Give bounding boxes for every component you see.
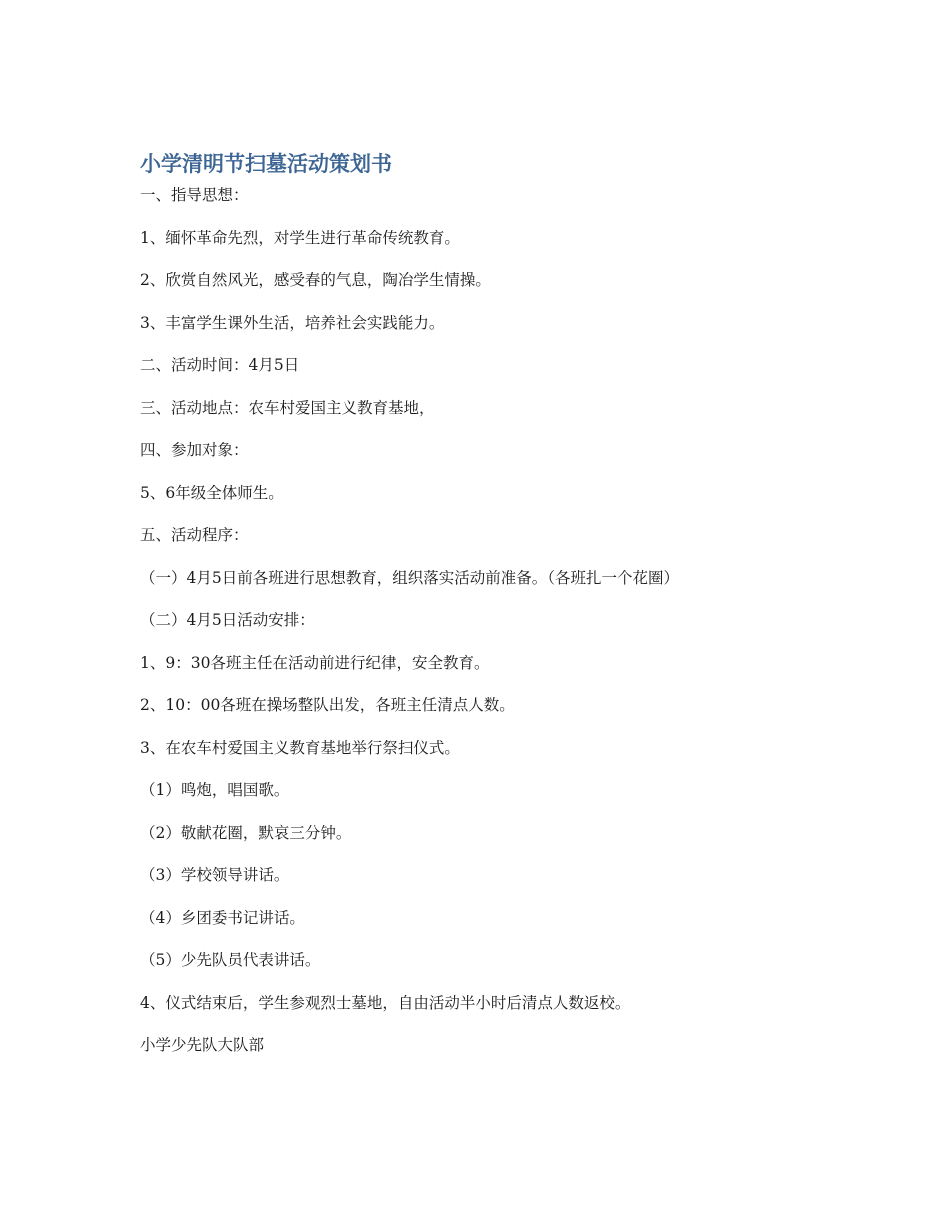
section-activity-location: 三、活动地点：农车村爱国主义教育基地， — [140, 398, 435, 417]
ceremony-item-1: （1）鸣炮，唱国歌。 — [140, 781, 290, 799]
section-heading-participants: 四、参加对象： — [140, 441, 249, 459]
schedule-item-3: 3、在农车村爱国主义教育基地举行祭扫仪式。 — [140, 738, 460, 757]
guiding-point-3: 3、丰富学生课外生活，培养社会实践能力。 — [140, 313, 445, 332]
ceremony-item-5: （5）少先队员代表讲话。 — [140, 951, 321, 969]
procedure-step-1: （一）4月5日前各班进行思想教育，组织落实活动前准备。（各班扎一个花圈） — [140, 568, 679, 587]
section-heading-procedure: 五、活动程序： — [140, 526, 249, 544]
ceremony-item-4: （4）乡团委书记讲话。 — [140, 908, 305, 927]
schedule-item-4: 4、仪式结束后，学生参观烈士墓地，自由活动半小时后清点人数返校。 — [140, 993, 631, 1012]
schedule-item-2: 2、10：00各班在操场整队出发，各班主任清点人数。 — [140, 696, 515, 714]
procedure-step-2: （二）4月5日活动安排： — [140, 611, 315, 629]
guiding-point-1: 1、缅怀革命先烈，对学生进行革命传统教育。 — [140, 228, 460, 247]
document-body — [140, 180, 860, 1073]
document-title: 小学清明节扫墓活动策划书 — [140, 152, 392, 176]
guiding-point-2: 2、欣赏自然风光，感受春的气息，陶冶学生情操。 — [140, 271, 491, 289]
participants-text: 5、6年级全体师生。 — [140, 483, 284, 502]
schedule-item-1: 1、9：30各班主任在活动前进行纪律，安全教育。 — [140, 653, 490, 672]
ceremony-item-3: （3）学校领导讲话。 — [140, 866, 290, 884]
section-heading-guiding-thought: 一、指导思想： — [140, 186, 249, 204]
document-signature: 小学少先队大队部 — [140, 1036, 265, 1054]
section-activity-time: 二、活动时间：4月5日 — [140, 356, 300, 374]
ceremony-item-2: （2）敬献花圈，默哀三分钟。 — [140, 823, 352, 842]
